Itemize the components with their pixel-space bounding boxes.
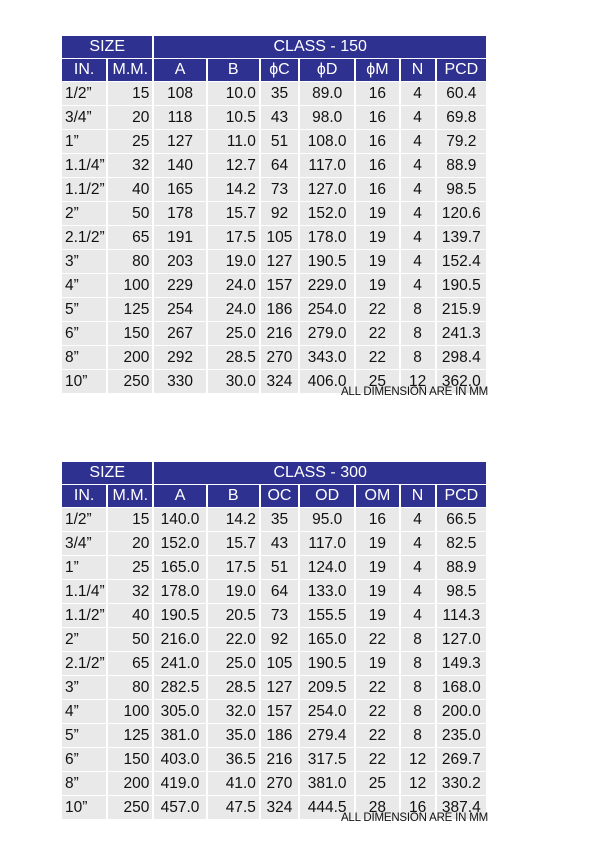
cell-bolt-count-n: 12: [401, 772, 435, 796]
cell-size-mm: 32: [108, 580, 152, 604]
cell-pcd: 66.5: [437, 508, 486, 532]
table-row: [62, 82, 486, 106]
cell-dim-d: 108.0: [300, 130, 354, 154]
table-row: [62, 154, 486, 178]
cell-dim-m: 16: [356, 106, 398, 130]
cell-size-mm: 25: [108, 556, 152, 580]
column-header-n: N: [401, 485, 435, 508]
cell-bolt-count-n: 8: [401, 346, 435, 370]
cell-dim-m: 19: [356, 202, 398, 226]
cell-dim-c: 73: [261, 604, 298, 628]
dimension-note: ALL DIMENSION ARE IN MM: [340, 386, 488, 398]
cell-pcd: 241.3: [437, 322, 486, 346]
cell-pcd: 69.8: [437, 106, 486, 130]
cell-size-mm: 20: [108, 106, 152, 130]
cell-bolt-count-n: 8: [401, 628, 435, 652]
cell-dim-m: 22: [356, 748, 398, 772]
cell-size-in: 5”: [62, 724, 106, 748]
cell-size-in: 3”: [62, 676, 106, 700]
cell-dim-b: 28.5: [208, 346, 259, 370]
cell-size-mm: 65: [108, 652, 152, 676]
cell-dim-b: 41.0: [208, 772, 259, 796]
column-header-mm: M.M.: [108, 485, 152, 508]
cell-dim-b: 24.0: [208, 274, 259, 298]
table-row: [62, 724, 486, 748]
cell-dim-c: 186: [261, 724, 298, 748]
cell-dim-m: 16: [356, 154, 398, 178]
size-header: SIZE: [62, 36, 152, 59]
cell-dim-d: 254.0: [300, 700, 354, 724]
cell-dim-c: 127: [261, 676, 298, 700]
cell-dim-c: 73: [261, 178, 298, 202]
cell-pcd: 200.0: [437, 700, 486, 724]
column-header-pcd: PCD: [437, 59, 486, 82]
cell-bolt-count-n: 4: [401, 250, 435, 274]
cell-dim-a: 140: [154, 154, 205, 178]
cell-size-mm: 65: [108, 226, 152, 250]
cell-dim-c: 157: [261, 700, 298, 724]
cell-dim-d: 406.0: [300, 370, 354, 394]
cell-size-mm: 50: [108, 202, 152, 226]
cell-size-in: 2.1/2”: [62, 652, 106, 676]
cell-dim-a: 381.0: [154, 724, 205, 748]
cell-pcd: 149.3: [437, 652, 486, 676]
table-row: [62, 322, 486, 346]
cell-size-mm: 200: [108, 772, 152, 796]
cell-dim-b: 22.0: [208, 628, 259, 652]
cell-bolt-count-n: 4: [401, 202, 435, 226]
cell-bolt-count-n: 4: [401, 508, 435, 532]
column-header-pcd: PCD: [437, 485, 486, 508]
cell-bolt-count-n: 4: [401, 154, 435, 178]
cell-size-in: 3”: [62, 250, 106, 274]
cell-pcd: 120.6: [437, 202, 486, 226]
cell-dim-d: 98.0: [300, 106, 354, 130]
cell-size-in: 1.1/4”: [62, 580, 106, 604]
cell-pcd: 98.5: [437, 580, 486, 604]
cell-size-mm: 150: [108, 748, 152, 772]
column-header-om: OM: [356, 485, 398, 508]
cell-size-mm: 100: [108, 700, 152, 724]
cell-dim-d: 95.0: [300, 508, 354, 532]
table-row: [62, 250, 486, 274]
cell-bolt-count-n: 8: [401, 700, 435, 724]
cell-size-mm: 125: [108, 298, 152, 322]
cell-size-in: 4”: [62, 274, 106, 298]
cell-dim-a: 282.5: [154, 676, 205, 700]
table-row: [62, 580, 486, 604]
cell-size-mm: 40: [108, 178, 152, 202]
table-body: [62, 82, 486, 394]
cell-dim-d: 444.5: [300, 796, 354, 820]
table-row: [62, 748, 486, 772]
cell-dim-c: 127: [261, 250, 298, 274]
cell-size-in: 1.1/4”: [62, 154, 106, 178]
cell-dim-b: 35.0: [208, 724, 259, 748]
column-header-od: OD: [300, 485, 354, 508]
cell-bolt-count-n: 8: [401, 652, 435, 676]
cell-pcd: 60.4: [437, 82, 486, 106]
column-header-row: [62, 485, 486, 508]
cell-pcd: 215.9: [437, 298, 486, 322]
cell-dim-d: 209.5: [300, 676, 354, 700]
cell-dim-m: 22: [356, 298, 398, 322]
cell-dim-b: 20.5: [208, 604, 259, 628]
cell-dim-m: 19: [356, 274, 398, 298]
cell-size-in: 10”: [62, 796, 106, 820]
cell-dim-b: 25.0: [208, 652, 259, 676]
cell-size-in: 10”: [62, 370, 106, 394]
cell-dim-c: 51: [261, 556, 298, 580]
cell-dim-a: 178: [154, 202, 205, 226]
cell-dim-m: 22: [356, 322, 398, 346]
cell-dim-b: 14.2: [208, 178, 259, 202]
cell-dim-a: 118: [154, 106, 205, 130]
cell-dim-c: 51: [261, 130, 298, 154]
cell-bolt-count-n: 8: [401, 676, 435, 700]
table-row: [62, 604, 486, 628]
cell-dim-c: 270: [261, 772, 298, 796]
cell-dim-a: 178.0: [154, 580, 205, 604]
cell-size-mm: 25: [108, 130, 152, 154]
cell-size-mm: 50: [108, 628, 152, 652]
cell-dim-a: 165.0: [154, 556, 205, 580]
cell-size-mm: 200: [108, 346, 152, 370]
cell-dim-m: 19: [356, 250, 398, 274]
cell-size-mm: 250: [108, 796, 152, 820]
cell-dim-b: 15.7: [208, 202, 259, 226]
cell-dim-d: 127.0: [300, 178, 354, 202]
cell-pcd: 88.9: [437, 556, 486, 580]
cell-dim-b: 17.5: [208, 226, 259, 250]
cell-dim-d: 381.0: [300, 772, 354, 796]
cell-bolt-count-n: 4: [401, 106, 435, 130]
cell-dim-d: 133.0: [300, 580, 354, 604]
cell-size-in: 1/2”: [62, 82, 106, 106]
table-row: [62, 676, 486, 700]
cell-dim-b: 24.0: [208, 298, 259, 322]
cell-dim-b: 14.2: [208, 508, 259, 532]
cell-bolt-count-n: 4: [401, 178, 435, 202]
cell-dim-c: 35: [261, 82, 298, 106]
cell-dim-a: 152.0: [154, 532, 205, 556]
cell-size-in: 1/2”: [62, 508, 106, 532]
cell-dim-a: 127: [154, 130, 205, 154]
column-header-a: A: [154, 59, 205, 82]
cell-dim-c: 43: [261, 532, 298, 556]
cell-dim-d: 89.0: [300, 82, 354, 106]
cell-dim-d: 317.5: [300, 748, 354, 772]
cell-dim-c: 216: [261, 322, 298, 346]
cell-dim-m: 19: [356, 604, 398, 628]
cell-pcd: 269.7: [437, 748, 486, 772]
cell-bolt-count-n: 8: [401, 322, 435, 346]
cell-dim-b: 15.7: [208, 532, 259, 556]
table-row: [62, 226, 486, 250]
cell-dim-c: 105: [261, 226, 298, 250]
cell-size-mm: 40: [108, 604, 152, 628]
table-row: [62, 700, 486, 724]
cell-dim-a: 108: [154, 82, 205, 106]
cell-dim-b: 10.5: [208, 106, 259, 130]
cell-dim-m: 16: [356, 508, 398, 532]
cell-dim-d: 343.0: [300, 346, 354, 370]
cell-bolt-count-n: 4: [401, 82, 435, 106]
cell-pcd: 98.5: [437, 178, 486, 202]
cell-dim-d: 152.0: [300, 202, 354, 226]
cell-size-in: 2”: [62, 628, 106, 652]
cell-dim-b: 30.0: [208, 370, 259, 394]
cell-dim-a: 305.0: [154, 700, 205, 724]
cell-size-in: 3/4”: [62, 106, 106, 130]
cell-dim-d: 254.0: [300, 298, 354, 322]
table-row: [62, 628, 486, 652]
cell-size-in: 3/4”: [62, 532, 106, 556]
flange-table-class-300: [60, 462, 488, 820]
column-header-in: IN.: [62, 59, 106, 82]
cell-dim-c: 43: [261, 106, 298, 130]
cell-dim-d: 229.0: [300, 274, 354, 298]
column-header-in: IN.: [62, 485, 106, 508]
cell-dim-c: 64: [261, 154, 298, 178]
cell-pcd: 82.5: [437, 532, 486, 556]
cell-dim-c: 64: [261, 580, 298, 604]
column-header-b: B: [208, 59, 259, 82]
cell-dim-a: 165: [154, 178, 205, 202]
cell-dim-d: 124.0: [300, 556, 354, 580]
cell-dim-c: 216: [261, 748, 298, 772]
cell-dim-c: 324: [261, 796, 298, 820]
cell-dim-a: 457.0: [154, 796, 205, 820]
cell-size-in: 1”: [62, 130, 106, 154]
cell-pcd: 298.4: [437, 346, 486, 370]
cell-dim-b: 10.0: [208, 82, 259, 106]
cell-dim-b: 36.5: [208, 748, 259, 772]
cell-dim-d: 117.0: [300, 154, 354, 178]
cell-pcd: 114.3: [437, 604, 486, 628]
table-row: [62, 556, 486, 580]
cell-pcd: 139.7: [437, 226, 486, 250]
cell-size-in: 1”: [62, 556, 106, 580]
cell-pcd: 190.5: [437, 274, 486, 298]
cell-dim-b: 19.0: [208, 580, 259, 604]
table-row: [62, 130, 486, 154]
table-row: [62, 202, 486, 226]
cell-size-mm: 125: [108, 724, 152, 748]
column-header-d: ϕD: [300, 59, 354, 82]
cell-dim-c: 92: [261, 202, 298, 226]
cell-size-in: 8”: [62, 772, 106, 796]
column-header-row: [62, 59, 486, 82]
cell-bolt-count-n: 4: [401, 130, 435, 154]
table-row: [62, 508, 486, 532]
cell-size-in: 2”: [62, 202, 106, 226]
cell-dim-m: 22: [356, 346, 398, 370]
cell-bolt-count-n: 8: [401, 724, 435, 748]
cell-bolt-count-n: 12: [401, 370, 435, 394]
class-header: CLASS - 300: [154, 462, 486, 485]
cell-dim-c: 92: [261, 628, 298, 652]
table-body: [62, 508, 486, 820]
cell-pcd: 127.0: [437, 628, 486, 652]
cell-bolt-count-n: 4: [401, 604, 435, 628]
cell-dim-b: 11.0: [208, 130, 259, 154]
column-header-m: ϕM: [356, 59, 398, 82]
table-row: [62, 772, 486, 796]
cell-dim-d: 190.5: [300, 652, 354, 676]
cell-pcd: 168.0: [437, 676, 486, 700]
table-row: [62, 106, 486, 130]
cell-dim-a: 216.0: [154, 628, 205, 652]
column-header-mm: M.M.: [108, 59, 152, 82]
cell-dim-d: 190.5: [300, 250, 354, 274]
cell-bolt-count-n: 4: [401, 580, 435, 604]
table-row: [62, 298, 486, 322]
cell-dim-m: 28: [356, 796, 398, 820]
cell-bolt-count-n: 16: [401, 796, 435, 820]
column-header-a: A: [154, 485, 205, 508]
cell-dim-a: 292: [154, 346, 205, 370]
cell-size-in: 2.1/2”: [62, 226, 106, 250]
cell-dim-a: 229: [154, 274, 205, 298]
cell-dim-b: 32.0: [208, 700, 259, 724]
cell-dim-a: 241.0: [154, 652, 205, 676]
cell-size-in: 4”: [62, 700, 106, 724]
cell-dim-m: 19: [356, 226, 398, 250]
column-header-oc: OC: [261, 485, 298, 508]
cell-dim-d: 165.0: [300, 628, 354, 652]
cell-dim-d: 155.5: [300, 604, 354, 628]
table-row: [62, 532, 486, 556]
cell-size-mm: 20: [108, 532, 152, 556]
cell-size-in: 6”: [62, 748, 106, 772]
cell-dim-a: 191: [154, 226, 205, 250]
cell-size-mm: 15: [108, 82, 152, 106]
cell-size-mm: 80: [108, 676, 152, 700]
cell-dim-m: 22: [356, 628, 398, 652]
cell-dim-b: 47.5: [208, 796, 259, 820]
cell-size-mm: 250: [108, 370, 152, 394]
cell-dim-c: 157: [261, 274, 298, 298]
cell-size-mm: 150: [108, 322, 152, 346]
table-row: [62, 346, 486, 370]
cell-dim-a: 254: [154, 298, 205, 322]
cell-size-in: 5”: [62, 298, 106, 322]
cell-dim-m: 16: [356, 130, 398, 154]
cell-pcd: 330.2: [437, 772, 486, 796]
cell-dim-c: 105: [261, 652, 298, 676]
cell-bolt-count-n: 4: [401, 556, 435, 580]
cell-size-mm: 80: [108, 250, 152, 274]
cell-dim-m: 25: [356, 370, 398, 394]
cell-dim-a: 190.5: [154, 604, 205, 628]
cell-dim-a: 330: [154, 370, 205, 394]
cell-pcd: 235.0: [437, 724, 486, 748]
table-header-row: [62, 462, 486, 485]
cell-pcd: 387.4: [437, 796, 486, 820]
column-header-b: B: [208, 485, 259, 508]
cell-size-in: 6”: [62, 322, 106, 346]
cell-dim-d: 279.0: [300, 322, 354, 346]
cell-dim-b: 25.0: [208, 322, 259, 346]
cell-dim-m: 19: [356, 556, 398, 580]
cell-pcd: 79.2: [437, 130, 486, 154]
column-header-c: ϕC: [261, 59, 298, 82]
cell-dim-m: 19: [356, 580, 398, 604]
cell-bolt-count-n: 4: [401, 274, 435, 298]
cell-dim-m: 16: [356, 82, 398, 106]
cell-size-in: 1.1/2”: [62, 178, 106, 202]
table-header-row: [62, 36, 486, 59]
cell-pcd: 88.9: [437, 154, 486, 178]
cell-bolt-count-n: 4: [401, 532, 435, 556]
cell-dim-a: 140.0: [154, 508, 205, 532]
cell-dim-b: 12.7: [208, 154, 259, 178]
flange-table-class-150: [60, 36, 488, 394]
cell-dim-c: 324: [261, 370, 298, 394]
cell-dim-b: 19.0: [208, 250, 259, 274]
cell-bolt-count-n: 4: [401, 226, 435, 250]
cell-dim-c: 270: [261, 346, 298, 370]
cell-dim-c: 186: [261, 298, 298, 322]
cell-pcd: 362.0: [437, 370, 486, 394]
cell-size-mm: 15: [108, 508, 152, 532]
table-row: [62, 274, 486, 298]
cell-dim-a: 203: [154, 250, 205, 274]
cell-dim-m: 22: [356, 700, 398, 724]
cell-bolt-count-n: 12: [401, 748, 435, 772]
cell-dim-d: 117.0: [300, 532, 354, 556]
cell-dim-m: 19: [356, 532, 398, 556]
cell-dim-m: 22: [356, 676, 398, 700]
cell-size-mm: 32: [108, 154, 152, 178]
cell-dim-d: 178.0: [300, 226, 354, 250]
cell-dim-m: 25: [356, 772, 398, 796]
cell-pcd: 152.4: [437, 250, 486, 274]
cell-dim-a: 419.0: [154, 772, 205, 796]
cell-size-in: 1.1/2”: [62, 604, 106, 628]
table-row: [62, 178, 486, 202]
column-header-n: N: [401, 59, 435, 82]
cell-dim-m: 16: [356, 178, 398, 202]
cell-bolt-count-n: 8: [401, 298, 435, 322]
table-row: [62, 652, 486, 676]
cell-size-mm: 100: [108, 274, 152, 298]
cell-dim-d: 279.4: [300, 724, 354, 748]
cell-size-in: 8”: [62, 346, 106, 370]
dimension-note: ALL DIMENSION ARE IN MM: [340, 812, 488, 824]
cell-dim-m: 22: [356, 724, 398, 748]
class-header: CLASS - 150: [154, 36, 486, 59]
cell-dim-m: 19: [356, 652, 398, 676]
cell-dim-a: 267: [154, 322, 205, 346]
size-header: SIZE: [62, 462, 152, 485]
cell-dim-b: 28.5: [208, 676, 259, 700]
cell-dim-b: 17.5: [208, 556, 259, 580]
cell-dim-c: 35: [261, 508, 298, 532]
cell-dim-a: 403.0: [154, 748, 205, 772]
